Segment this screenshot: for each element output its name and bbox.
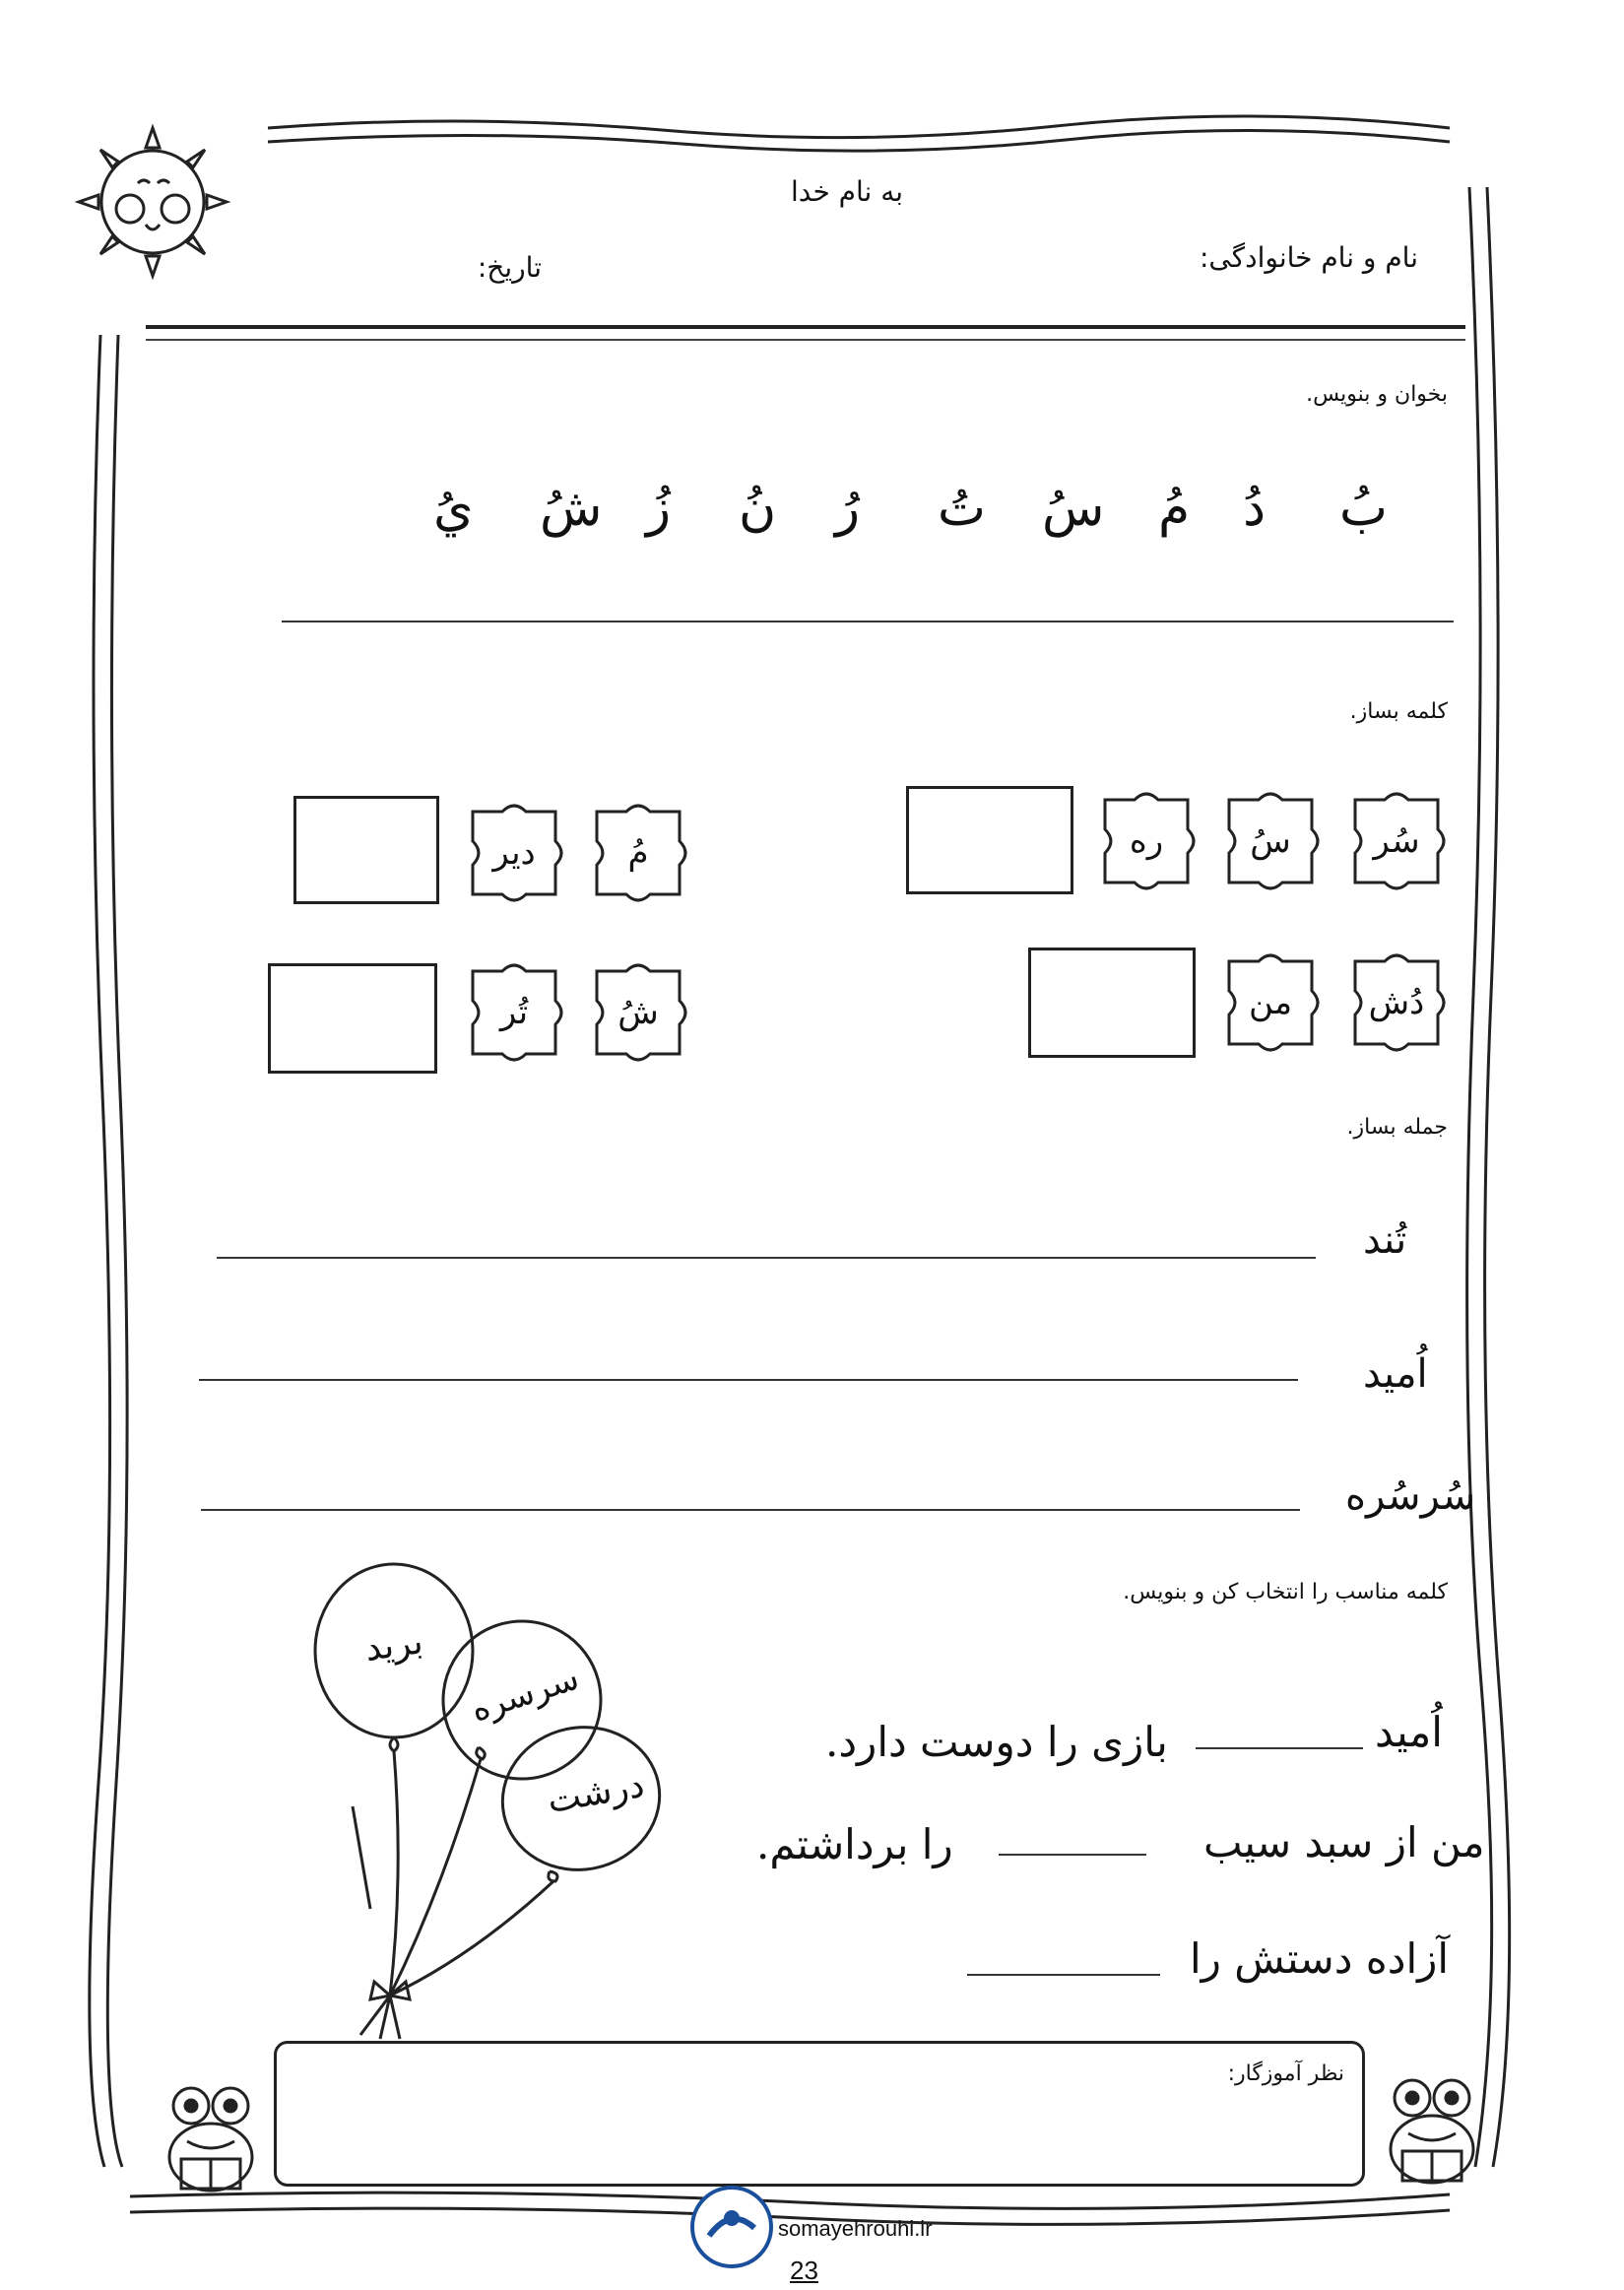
build-word-instruction: کلمه بساز.	[1349, 699, 1448, 724]
letter-2: دُ	[1243, 479, 1267, 538]
date-label: تاریخ:	[477, 251, 542, 284]
puzzle-piece	[463, 961, 565, 1064]
balloon-word-1: برید	[362, 1621, 425, 1669]
sentence-word-1: تُند	[1363, 1217, 1407, 1263]
sentence-word-3: سُرسُره	[1345, 1473, 1476, 1519]
fill-blank-3[interactable]	[967, 1974, 1160, 1976]
bismillah-heading: به نام خدا	[790, 175, 904, 208]
puzzle-piece-label: سُر	[1373, 821, 1420, 861]
build-sentence-instruction: جمله بساز.	[1346, 1115, 1448, 1140]
sentence-writing-line-3[interactable]	[201, 1509, 1300, 1511]
page-number: 23	[790, 2256, 818, 2285]
puzzle-piece	[1219, 951, 1322, 1054]
letter-6: رُ	[835, 479, 861, 538]
word-answer-box[interactable]	[906, 786, 1073, 894]
fill-sentence-3-start: آزاده دستش را	[1190, 1934, 1450, 1983]
puzzle-piece	[1345, 790, 1448, 892]
letter-4: سُ	[1042, 479, 1105, 538]
puzzle-piece-label: سُ	[1250, 821, 1291, 861]
puzzle-piece-label: مُ	[627, 833, 649, 873]
letter-8: زُ	[646, 479, 672, 538]
sun-icon	[69, 118, 236, 286]
letter-9: شُ	[540, 479, 603, 538]
puzzle-piece-label: من	[1248, 983, 1293, 1022]
puzzle-piece	[1219, 790, 1322, 892]
sentence-writing-line-2[interactable]	[199, 1379, 1298, 1381]
balloon-word-2: سرسره	[466, 1658, 584, 1731]
letter-3: مُ	[1158, 479, 1191, 538]
letters-writing-line[interactable]	[282, 621, 1454, 622]
fill-sentence-1-end: بازی را دوست دارد.	[825, 1718, 1168, 1766]
reading-frog-icon	[152, 2078, 270, 2196]
puzzle-piece-label: تُر	[499, 993, 529, 1032]
footer-site-url[interactable]: somayehrouhi.ir	[778, 2216, 933, 2241]
fill-sentence-2-start: من از سبد سیب	[1203, 1818, 1485, 1866]
header-divider-thin	[146, 339, 1465, 341]
read-write-instruction: بخوان و بنویس.	[1306, 382, 1448, 407]
word-answer-box[interactable]	[268, 963, 437, 1074]
puzzle-piece-label: ره	[1129, 821, 1164, 861]
puzzle-piece-label: دیر	[492, 833, 536, 873]
sentence-word-2: اُمید	[1363, 1351, 1428, 1397]
fill-blank-1[interactable]	[1196, 1747, 1363, 1749]
fill-sentence-2-end: را برداشتم.	[756, 1820, 953, 1868]
header-divider	[146, 325, 1465, 329]
fill-sentence-1-start: اُمید	[1375, 1708, 1443, 1756]
teacher-comment-label: نظر آموزگار:	[1227, 2061, 1344, 2086]
balloon-word-3: درشت	[544, 1764, 648, 1822]
letter-5: تُ	[938, 479, 986, 538]
student-name-label: نام و نام خانوادگی:	[1200, 241, 1418, 274]
letter-10: يُ	[433, 479, 474, 538]
puzzle-piece	[587, 961, 689, 1064]
letter-7: نُ	[739, 479, 777, 538]
teacher-comment-box[interactable]	[274, 2041, 1365, 2187]
reading-frog-icon	[1373, 2070, 1491, 2189]
sentence-writing-line-1[interactable]	[217, 1257, 1316, 1259]
puzzle-piece	[587, 802, 689, 904]
site-logo-icon	[689, 2185, 774, 2269]
word-answer-box[interactable]	[1028, 948, 1196, 1058]
puzzle-piece	[1345, 951, 1448, 1054]
page-border-frame	[71, 108, 1528, 2246]
word-answer-box[interactable]	[293, 796, 439, 904]
letter-1: بُ	[1339, 479, 1388, 538]
puzzle-piece-label: شُ	[617, 993, 659, 1032]
choose-word-instruction: کلمه مناسب را انتخاب کن و بنویس.	[1123, 1580, 1448, 1604]
puzzle-piece	[1095, 790, 1198, 892]
fill-blank-2[interactable]	[999, 1854, 1146, 1856]
puzzle-piece-label: دُش	[1368, 983, 1425, 1022]
puzzle-piece	[463, 802, 565, 904]
